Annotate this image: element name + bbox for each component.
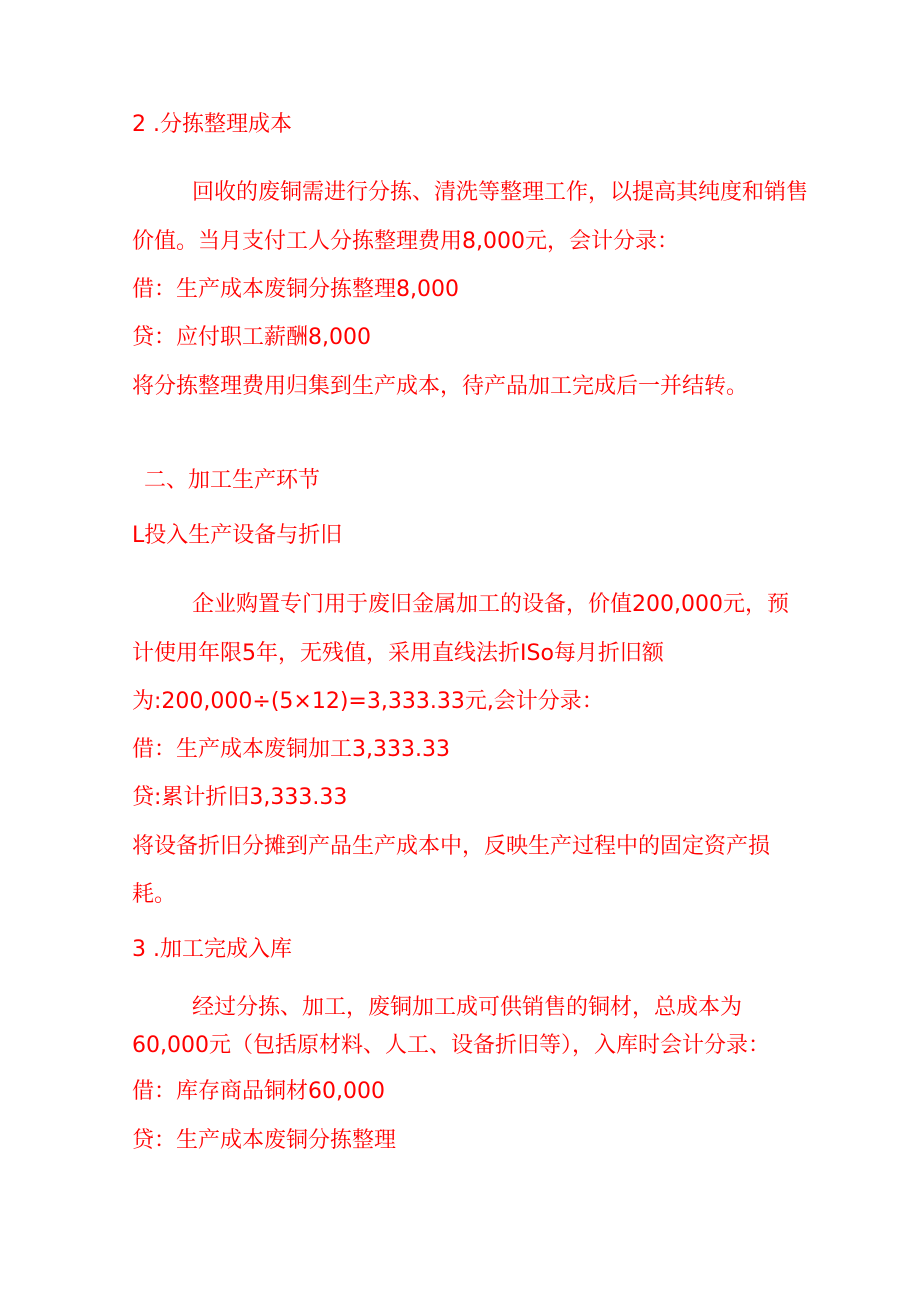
journal-entry-debit: 借：生产成本废铜分拣整理8,000 — [132, 277, 459, 302]
journal-entry-debit: 借：生产成本废铜加工3,333.33 — [132, 737, 450, 762]
section-heading-processing: 二、加工生产环节 — [144, 468, 321, 493]
journal-entry-credit: 贷：生产成本废铜分拣整理 — [132, 1128, 397, 1153]
heading-sorting-cost: 2 .分拣整理成本 — [132, 112, 292, 137]
paragraph-line: 为:200,000÷(5×12)=3,333.33元,会计分录： — [132, 689, 604, 714]
paragraph-line: 将设备折旧分摊到产品生产成本中，反映生产过程中的固定资产损 — [132, 834, 771, 859]
paragraph-line: 60,000元（包括原材料、人工、设备折旧等），入库时会计分录： — [132, 1033, 770, 1058]
journal-entry-credit: 贷:累计折旧3,333.33 — [132, 785, 348, 810]
paragraph-line: 将分拣整理费用归集到生产成本，待产品加工完成后一并结转。 — [132, 374, 749, 399]
journal-entry-debit: 借：库存商品铜材60,000 — [132, 1079, 385, 1104]
paragraph-line: 计使用年限5年，无残值，采用直线法折ISo每月折旧额 — [132, 641, 664, 666]
heading-equipment-depreciation: L投入生产设备与折旧 — [132, 523, 343, 548]
paragraph-line: 企业购置专门用于废旧金属加工的设备，价值200,000元，预 — [192, 592, 789, 617]
paragraph-line: 经过分拣、加工，废铜加工成可供销售的铜材，总成本为 — [192, 995, 743, 1020]
paragraph-line: 价值。当月支付工人分拣整理费用8,000元，会计分录： — [132, 229, 679, 254]
journal-entry-credit: 贷：应付职工薪酬8,000 — [132, 325, 371, 350]
paragraph-line: 耗。 — [132, 882, 177, 907]
paragraph-line: 回收的废铜需进行分拣、清洗等整理工作，以提高其纯度和销售 — [192, 180, 809, 205]
heading-warehousing: 3 .加工完成入库 — [132, 937, 292, 962]
